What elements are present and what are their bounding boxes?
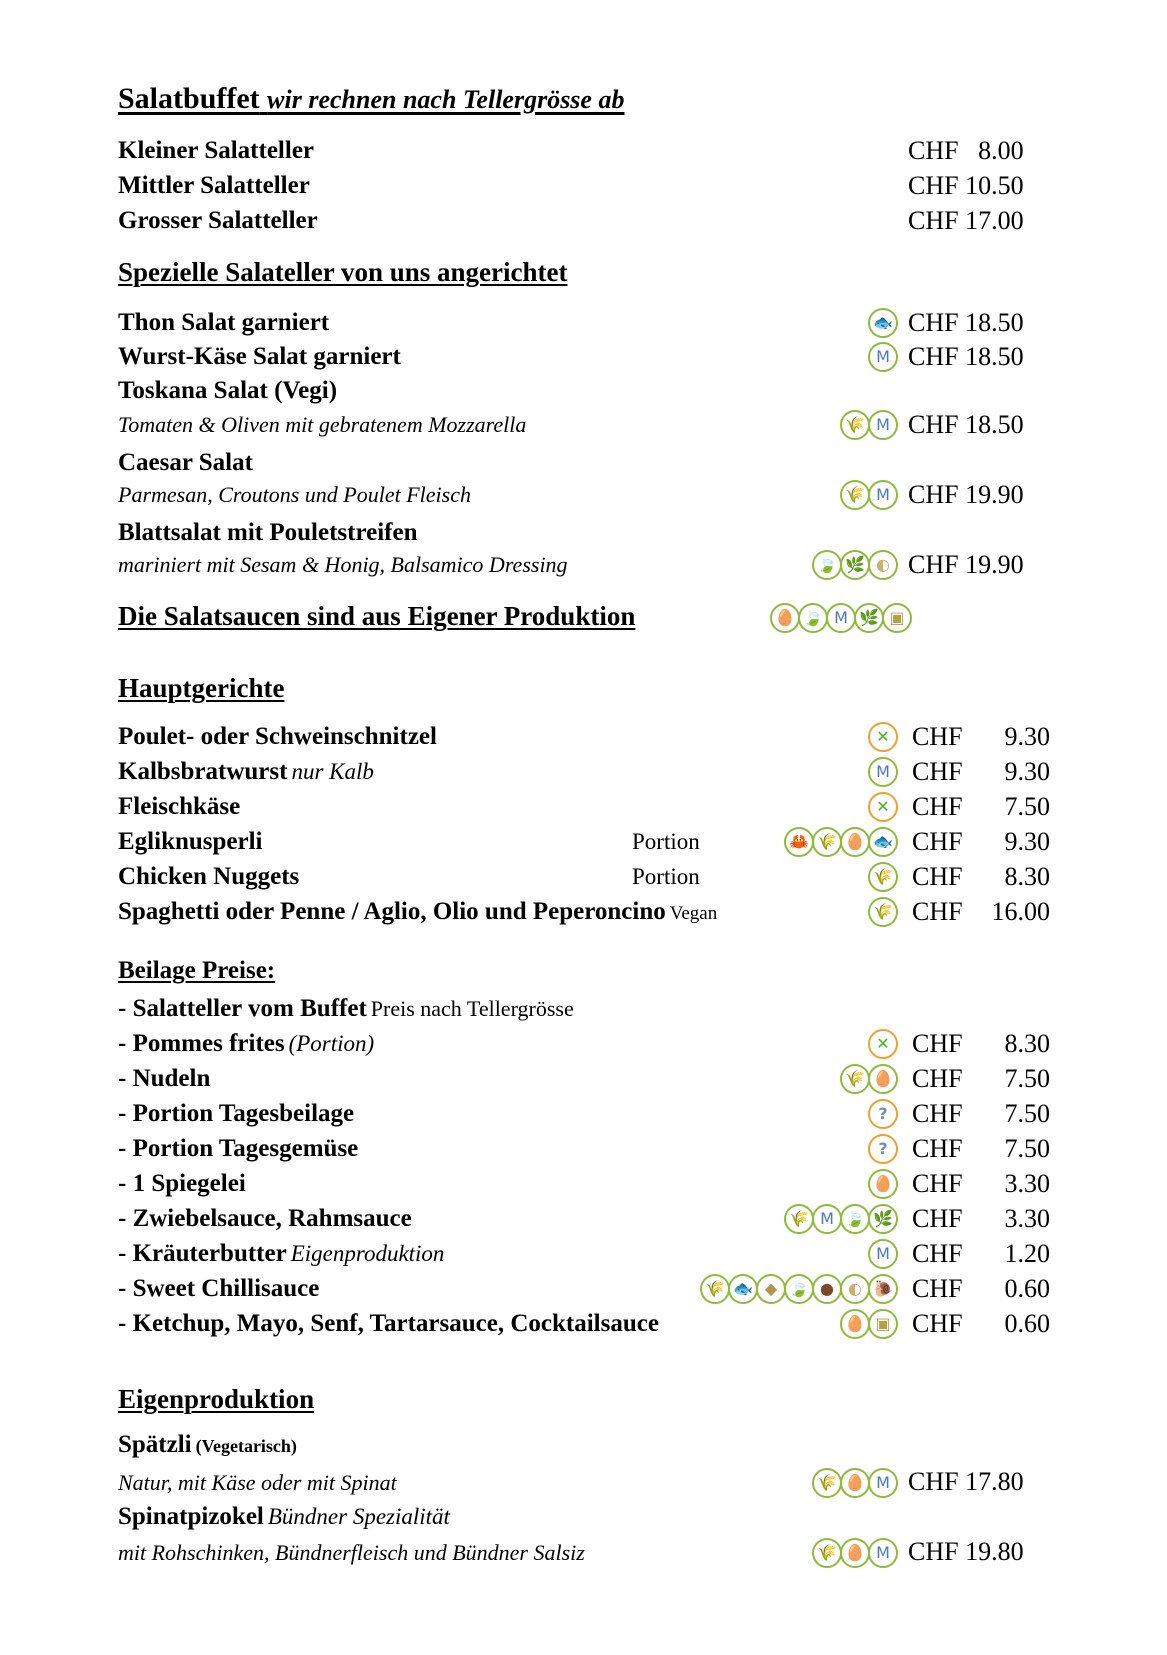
item-description: mariniert mit Sesam & Honig, Balsamico Dressing (118, 552, 568, 577)
menu-item (118, 1237, 444, 1271)
item-name: Fleischkäse (118, 793, 241, 820)
item-name: Thon Salat garniert (118, 309, 330, 336)
menu-item (118, 720, 437, 754)
menu-item (118, 755, 374, 789)
item-note: (Vegetarisch) (195, 1436, 297, 1456)
price-value: 0.60 (1004, 1309, 1050, 1338)
price: CHF 19.90 (908, 480, 1024, 509)
allergen-icons (814, 549, 898, 581)
allergen-icons (842, 1063, 898, 1095)
price: CHF 19.80 (908, 1537, 1024, 1566)
milk-icon: M (868, 1239, 898, 1269)
price-currency: CHF (912, 1099, 963, 1128)
allergen-icons (870, 1028, 898, 1060)
price-currency: CHF (912, 1134, 963, 1163)
price-value: 7.50 (1004, 792, 1050, 821)
peanut-icon: ● (812, 1274, 842, 1304)
item-name: Poulet- oder Schweinschnitzel (118, 723, 437, 750)
item-name: Spaghetti oder Penne / Aglio, Olio und Peperoncino (118, 898, 666, 925)
unknown-icon: ? (868, 1134, 898, 1164)
milk-icon: M (868, 1538, 898, 1568)
price: CHF 17.80 (908, 1467, 1024, 1496)
price-value: 7.50 (1004, 1134, 1050, 1163)
price-value: 8.30 (1004, 862, 1050, 891)
price-currency: CHF (912, 1274, 963, 1303)
allergen-icons (870, 896, 898, 928)
item-description: Tomaten & Oliven mit gebratenem Mozzarella (118, 412, 527, 437)
price-value: 7.50 (1004, 1064, 1050, 1093)
section-title-beilage: Beilage Preise: (118, 957, 276, 984)
price-currency: CHF (912, 862, 963, 891)
item-name: Grosser Salatteller (118, 207, 318, 234)
mustard-icon: ▣ (882, 603, 912, 633)
price: CHF 17.00 (908, 206, 1024, 235)
fish-icon: 🐟 (868, 308, 898, 338)
menu-item (118, 1132, 358, 1166)
gluten-icon: 🌾 (812, 827, 842, 857)
egg-icon: 🥚 (840, 1538, 870, 1568)
gluten-icon: 🌾 (840, 480, 870, 510)
price-value: 7.50 (1004, 1099, 1050, 1128)
egg-icon: 🥚 (840, 1468, 870, 1498)
menu-item (118, 169, 310, 203)
soy-icon: 🍃 (798, 603, 828, 633)
price-currency: CHF (912, 757, 963, 786)
mustard-icon: ▣ (868, 1309, 898, 1339)
celery-icon: 🌿 (840, 550, 870, 580)
item-name: Spinatpizokel (118, 1503, 264, 1530)
milk-icon: M (868, 480, 898, 510)
portion-label: Portion (632, 864, 700, 889)
item-description: Parmesan, Croutons und Poulet Fleisch (118, 482, 471, 507)
milk-icon: M (812, 1204, 842, 1234)
item-name: Wurst-Käse Salat garniert (118, 343, 401, 370)
gluten-icon: 🌾 (868, 897, 898, 927)
price: CHF 18.50 (908, 410, 1024, 439)
item-name: Mittler Salatteller (118, 172, 310, 199)
price-currency: CHF (912, 1029, 963, 1058)
price-value: 3.30 (1004, 1204, 1050, 1233)
allergen-icons (870, 1168, 898, 1200)
egg-icon: 🥚 (770, 603, 800, 633)
unknown-icon: ? (868, 1099, 898, 1129)
gluten-icon: 🌾 (840, 410, 870, 440)
allergen-icons (870, 1238, 898, 1270)
title-text: Salatbuffet (118, 82, 260, 115)
item-note: Eigenproduktion (290, 1241, 445, 1266)
item-note: Bündner Spezialität (267, 1504, 450, 1529)
price-currency: CHF (912, 1169, 963, 1198)
price-value: 1.20 (1004, 1239, 1050, 1268)
item-name: - Salatteller vom Buffet (118, 995, 367, 1022)
price-value: 0.60 (1004, 1274, 1050, 1303)
item-name: - Ketchup, Mayo, Senf, Tartarsauce, Cocktailsauce (118, 1310, 659, 1337)
item-name: Caesar Salat (118, 449, 253, 476)
gluten-icon: 🌾 (700, 1274, 730, 1304)
menu-item (118, 1097, 354, 1131)
price: CHF 19.90 (908, 550, 1024, 579)
allergen-icons (870, 721, 898, 753)
price-currency: CHF (912, 1064, 963, 1093)
menu-item (118, 1500, 450, 1534)
soy-icon: 🍃 (840, 1204, 870, 1234)
nuts-icon: ◆ (756, 1274, 786, 1304)
menu-item (118, 1202, 412, 1236)
menu-item (118, 1027, 374, 1061)
price-value: 3.30 (1004, 1169, 1050, 1198)
menu-item (118, 446, 253, 480)
allergen-icons (842, 409, 898, 441)
menu-item (118, 1272, 319, 1306)
milk-icon: M (868, 410, 898, 440)
price: CHF 10.50 (908, 171, 1024, 200)
section-title-hauptgerichte: Hauptgerichte (118, 673, 285, 703)
allergen-icons (786, 1203, 898, 1235)
price-value: 9.30 (1004, 827, 1050, 856)
menu-item (118, 1062, 210, 1096)
item-note: Preis nach Tellergrösse (370, 996, 574, 1021)
item-description: Natur, mit Käse oder mit Spinat (118, 1470, 397, 1495)
item-note: (Portion) (288, 1031, 375, 1056)
sesame-icon: ◐ (868, 550, 898, 580)
price-currency: CHF (912, 827, 963, 856)
item-name: - Zwiebelsauce, Rahmsauce (118, 1205, 412, 1232)
sesame-icon: ◐ (840, 1274, 870, 1304)
mollusc-icon: 🐌 (868, 1274, 898, 1304)
section-title-spezielle: Spezielle Salateller von uns angerichtet (118, 257, 568, 287)
price: CHF 8.00 (908, 136, 1024, 165)
price-value: 9.30 (1004, 757, 1050, 786)
price-value: 16.00 (991, 897, 1050, 926)
price-currency: CHF (912, 722, 963, 751)
allergen-icons (814, 1467, 898, 1499)
soy-icon: 🍃 (812, 550, 842, 580)
menu-item (118, 895, 717, 929)
gluten-icon: 🌾 (812, 1538, 842, 1568)
price-value: 9.30 (1004, 722, 1050, 751)
item-name: - Pommes frites (118, 1030, 285, 1057)
section-title-salatsaucen: Die Salatsaucen sind aus Eigener Produktion (118, 601, 636, 631)
menu-item (118, 992, 574, 1026)
item-note: nur Kalb (291, 759, 374, 784)
item-name: Toskana Salat (Vegi) (118, 377, 338, 404)
egg-icon: 🥚 (868, 1169, 898, 1199)
menu-item (118, 516, 417, 550)
item-name: Kleiner Salatteller (118, 137, 315, 164)
crab-icon: 🦀 (784, 827, 814, 857)
none-icon: ✕ (868, 722, 898, 752)
allergen-icons (870, 307, 898, 339)
price-value: 8.30 (1004, 1029, 1050, 1058)
item-name: Chicken Nuggets (118, 863, 300, 890)
menu-item (118, 825, 263, 859)
milk-icon: M (826, 603, 856, 633)
item-name: - Sweet Chillisauce (118, 1275, 320, 1302)
fish-icon: 🐟 (868, 827, 898, 857)
allergen-icons (870, 341, 898, 373)
allergen-icons (702, 1273, 898, 1305)
celery-icon: 🌿 (868, 1204, 898, 1234)
menu-item (118, 790, 240, 824)
price-currency: CHF (912, 792, 963, 821)
allergen-icons (870, 791, 898, 823)
menu-item (118, 306, 329, 340)
allergen-icons (870, 861, 898, 893)
price-currency: CHF (912, 897, 963, 926)
section-title-salatbuffet (118, 82, 624, 117)
item-description: mit Rohschinken, Bündnerfleisch und Bündner Salsiz (118, 1540, 585, 1565)
price-currency: CHF (912, 1204, 963, 1233)
fish-icon: 🐟 (728, 1274, 758, 1304)
allergen-icons (814, 1537, 898, 1569)
price-currency: CHF (912, 1239, 963, 1268)
none-icon: ✕ (868, 1029, 898, 1059)
menu-item (118, 204, 318, 238)
item-note: Vegan (669, 903, 718, 924)
gluten-icon: 🌾 (840, 1064, 870, 1094)
egg-icon: 🥚 (868, 1064, 898, 1094)
portion-label: Portion (632, 829, 700, 854)
egg-icon: 🥚 (840, 1309, 870, 1339)
title-subtitle: wir rechnen nach Tellergrösse ab (267, 85, 625, 114)
allergen-icons (870, 1133, 898, 1165)
item-name: - Portion Tagesgemüse (118, 1135, 359, 1162)
allergen-icons (842, 479, 898, 511)
menu-item (118, 860, 299, 894)
menu-item (118, 1307, 659, 1341)
menu-item (118, 134, 314, 168)
price: CHF 18.50 (908, 308, 1024, 337)
item-name: - Nudeln (118, 1065, 211, 1092)
celery-icon: 🌿 (854, 603, 884, 633)
egg-icon: 🥚 (840, 827, 870, 857)
item-name: Kalbsbratwurst (118, 758, 288, 785)
allergen-icons (842, 1308, 898, 1340)
item-name: - 1 Spiegelei (118, 1170, 246, 1197)
milk-icon: M (868, 1468, 898, 1498)
allergen-icons (786, 826, 898, 858)
item-name: - Portion Tagesbeilage (118, 1100, 355, 1127)
menu-item (118, 340, 401, 374)
allergen-icons (870, 1098, 898, 1130)
menu-item (118, 374, 337, 408)
gluten-icon: 🌾 (784, 1204, 814, 1234)
allergen-icons (772, 602, 912, 634)
soy-icon: 🍃 (784, 1274, 814, 1304)
section-title-eigenproduktion: Eigenproduktion (118, 1384, 315, 1414)
menu-item (118, 1428, 297, 1462)
price-currency: CHF (912, 1309, 963, 1338)
gluten-icon: 🌾 (868, 862, 898, 892)
milk-icon: M (868, 757, 898, 787)
item-name: Egliknusperli (118, 828, 263, 855)
gluten-icon: 🌾 (812, 1468, 842, 1498)
item-name: Blattsalat mit Pouletstreifen (118, 519, 418, 546)
item-name: - Kräuterbutter (118, 1240, 287, 1267)
item-name: Spätzli (118, 1431, 192, 1458)
allergen-icons (870, 756, 898, 788)
price: CHF 18.50 (908, 342, 1024, 371)
milk-icon: M (868, 342, 898, 372)
menu-item (118, 1167, 246, 1201)
none-icon: ✕ (868, 792, 898, 822)
